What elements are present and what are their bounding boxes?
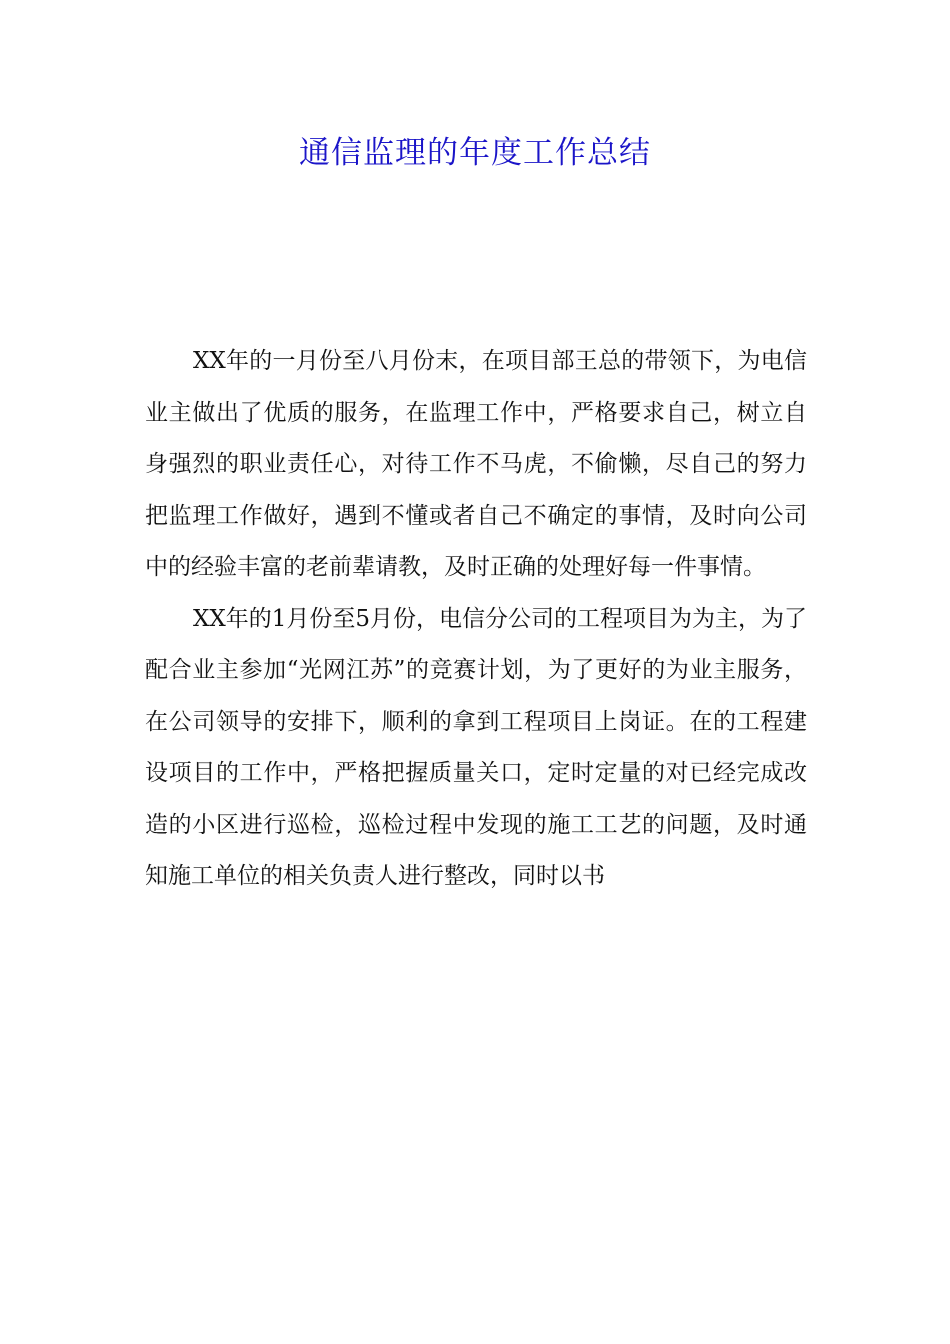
- document-title: 通信监理的年度工作总结: [299, 135, 651, 171]
- paragraph: XX年的一月份至八月份末，在项目部王总的带领下，为电信业主做出了优质的服务，在监理工作中，严格要求自己，树立自身强烈的职业责任心，对待工作不马虎，不偷懒，尽自己的努力把监理工作做好，遇到不懂或者自己不确定的事情，及时向公司中的经验丰富的老前辈请教，及时正确的处理好每一件事情。: [145, 348, 807, 580]
- paragraph: XX年的1月份至5月份，电信分公司的工程项目为为主，为了配合业主参加“光网江苏”的竞赛计划，为了更好的为业主服务，在公司领导的安排下，顺利的拿到工程项目上岗证。在的工程建设项目的工作中，严格把握质量关口，定时定量的对已经完成改造的小区进行巡检，巡检过程中发现的施工工艺的问题，及时通知施工单位的相关负责人进行整改，同时以书: [145, 605, 808, 889]
- document-body: [145, 336, 807, 903]
